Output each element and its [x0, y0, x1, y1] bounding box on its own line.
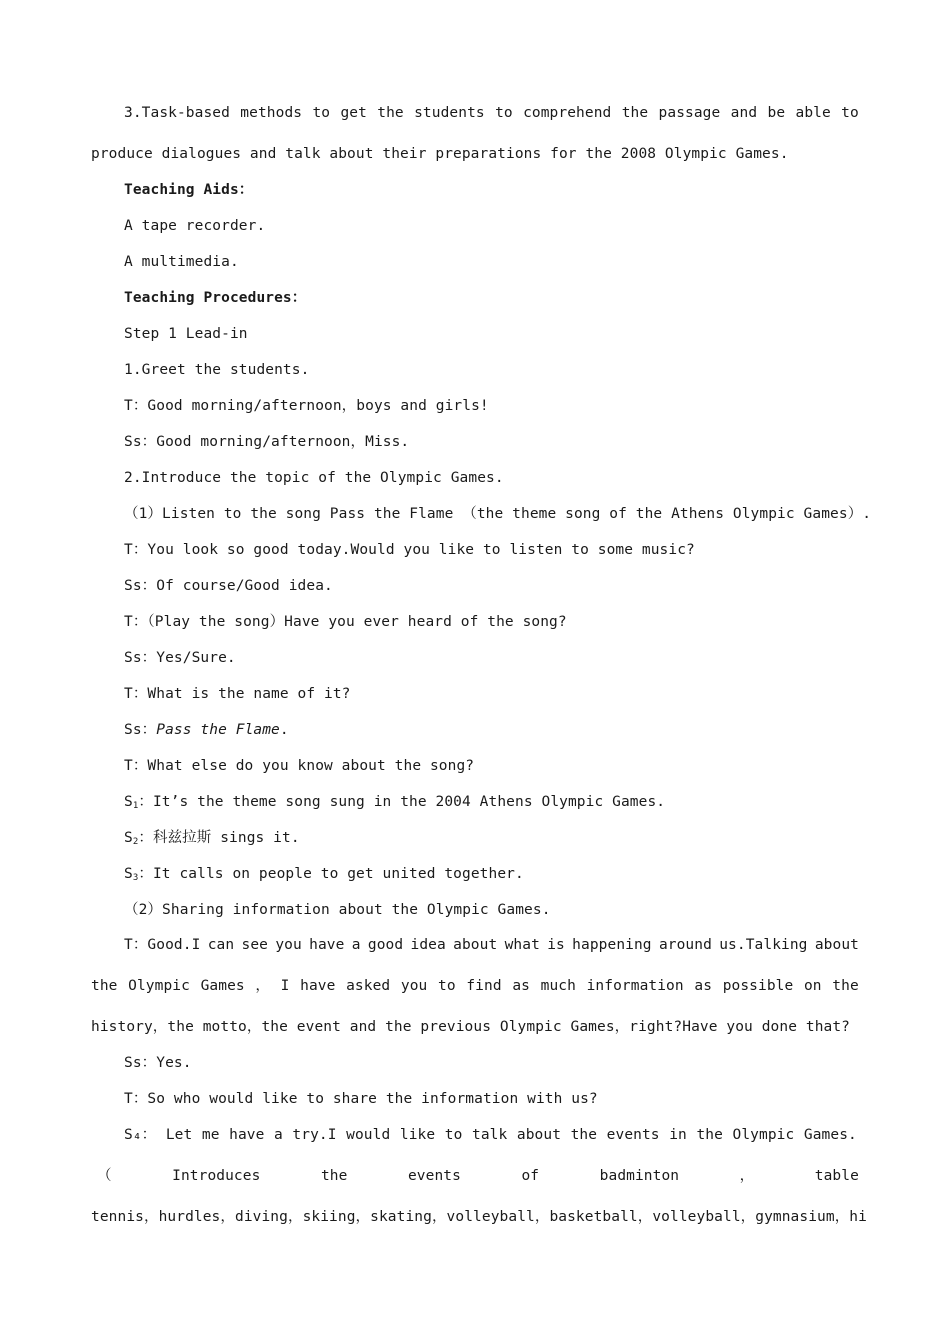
word: good: [367, 937, 404, 953]
student-2-label: S: [124, 830, 133, 846]
word: students: [414, 105, 485, 121]
word: have: [300, 978, 336, 994]
word: would: [346, 1127, 391, 1143]
student-1-text: ：It’s the theme song sung in the 2004 Athens Olympic Games.: [138, 794, 666, 810]
word: see: [241, 937, 269, 953]
student-3-label: S: [124, 866, 133, 882]
word: Let: [165, 1127, 193, 1143]
word: methods: [240, 105, 303, 121]
word: what: [504, 937, 540, 953]
song-title: Pass the Flame: [156, 722, 280, 738]
teacher-line-6a: [124, 935, 859, 955]
word: I: [280, 978, 290, 994]
word: passage: [658, 105, 721, 121]
word: about: [516, 1127, 562, 1143]
word: a: [351, 937, 361, 953]
word: and: [730, 105, 758, 121]
teacher-line-2: T：You look so good today.Would you like to listen to some music?: [124, 542, 695, 558]
student-4-line-b: [97, 1166, 859, 1186]
student-2-text: ：科兹拉斯 sings it.: [138, 830, 300, 846]
word: the: [832, 978, 859, 994]
word: be: [767, 105, 786, 121]
word: me: [201, 1127, 220, 1143]
word: Games.: [803, 1127, 857, 1143]
word: you: [275, 937, 302, 953]
word: Olympic: [732, 1127, 795, 1143]
word: the: [570, 1127, 598, 1143]
word: asked: [346, 978, 391, 994]
word: comprehend: [523, 105, 612, 121]
teaching-procedures-heading: Teaching Procedures：: [124, 290, 307, 306]
greet-line: 1.Greet the students.: [124, 362, 310, 378]
word: find: [466, 978, 502, 994]
word: the: [621, 105, 649, 121]
word: is: [547, 937, 565, 953]
word: to: [438, 978, 456, 994]
student-3-text: ：It calls on people to get united together.: [138, 866, 524, 882]
introduce-topic-line: 2.Introduce the topic of the Olympic Games.: [124, 470, 504, 486]
word: Olympic: [128, 978, 190, 994]
student-3-subscript: 3: [132, 873, 139, 883]
word: ，: [255, 978, 270, 994]
word: like: [399, 1127, 436, 1143]
student-1-label: S: [124, 794, 133, 810]
teacher-line-4: T：What is the name of it?: [124, 686, 351, 702]
word: get: [340, 105, 367, 121]
objective-line-2: produce dialogues and talk about their preparations for the 2008 Olympic Games.: [91, 146, 789, 162]
word: us.Talking: [719, 937, 808, 953]
students-line-3: Ss：Yes/Sure.: [124, 650, 236, 666]
word: as: [512, 978, 530, 994]
word: to: [312, 105, 331, 121]
word: about: [453, 937, 498, 953]
word: as: [694, 978, 713, 994]
word: talk: [471, 1127, 508, 1143]
student-2-subscript: 2: [132, 837, 139, 847]
teacher-line-1: T：Good morning/afternoon，boys and girls!: [124, 398, 489, 414]
word: events: [407, 1168, 461, 1184]
word: events: [606, 1127, 660, 1143]
aid-tape-recorder: A tape recorder.: [124, 218, 266, 234]
word: S₄：: [124, 1127, 157, 1143]
student-2-line: [124, 828, 300, 852]
sharing-info-line: （2）Sharing information about the Olympic Games.: [124, 902, 551, 918]
word: Introduces: [172, 1168, 261, 1184]
word: a: [274, 1127, 283, 1143]
word: to: [841, 105, 859, 121]
word: T：Good.I: [124, 937, 201, 953]
word: table: [814, 1168, 859, 1184]
word: the: [91, 978, 118, 994]
students-line-1: Ss：Good morning/afternoon，Miss.: [124, 434, 410, 450]
teacher-line-6c: history，the motto，the event and the previous Olympic Games，right?Have you done that?: [91, 1019, 851, 1035]
word: badminton: [599, 1168, 680, 1184]
song-title-period: .: [279, 722, 289, 738]
word: to: [495, 105, 513, 121]
word: try.I: [292, 1127, 337, 1143]
student-4-line-a: [124, 1125, 857, 1145]
word: information: [586, 978, 684, 994]
word: have: [309, 937, 345, 953]
word: able: [795, 105, 831, 121]
objective-line-1: [124, 103, 859, 123]
word: （: [97, 1168, 112, 1184]
student-1-subscript: 1: [132, 801, 139, 811]
teacher-line-3: T：（Play the song）Have you ever heard of the song?: [124, 614, 567, 630]
word: 3.Task-based: [124, 105, 230, 121]
word: to: [444, 1127, 463, 1143]
word: in: [669, 1127, 687, 1143]
word: possible: [722, 978, 794, 994]
teaching-aids-heading: Teaching Aids：: [124, 182, 254, 198]
word: idea: [410, 937, 446, 953]
student-3-line: [124, 864, 524, 888]
word: the: [696, 1127, 723, 1143]
teacher-line-7: T：So who would like to share the information with us?: [124, 1091, 598, 1107]
word: of: [521, 1168, 540, 1184]
word: the: [320, 1168, 348, 1184]
teacher-line-6b: [91, 976, 859, 996]
word: can: [207, 937, 235, 953]
word: about: [814, 937, 859, 953]
word: around: [658, 937, 712, 953]
aid-multimedia: A multimedia.: [124, 254, 239, 270]
word: much: [540, 978, 576, 994]
word: on: [803, 978, 822, 994]
students-line-5: Ss：Yes.: [124, 1055, 192, 1071]
student-1-line: [124, 792, 665, 816]
step-1-heading: Step 1 Lead-in: [124, 326, 248, 342]
word: you: [400, 978, 428, 994]
students-prefix: Ss：: [124, 722, 157, 738]
word: the: [377, 105, 404, 121]
word: ，: [739, 1168, 755, 1184]
teacher-line-5: T：What else do you know about the song?: [124, 758, 475, 774]
students-line-2: Ss：Of course/Good idea.: [124, 578, 333, 594]
students-line-4: [124, 720, 289, 740]
listen-song-line: （1）Listen to the song Pass the Flame （the theme song of the Athens Olympic Games）.: [124, 506, 872, 522]
word: have: [229, 1127, 265, 1143]
word: Games: [200, 978, 245, 994]
student-4-line-c: tennis，hurdles，diving，skiing，skating，volleyball，basketball，volleyball，gymnasium，hi: [91, 1209, 867, 1225]
word: happening: [572, 937, 652, 953]
